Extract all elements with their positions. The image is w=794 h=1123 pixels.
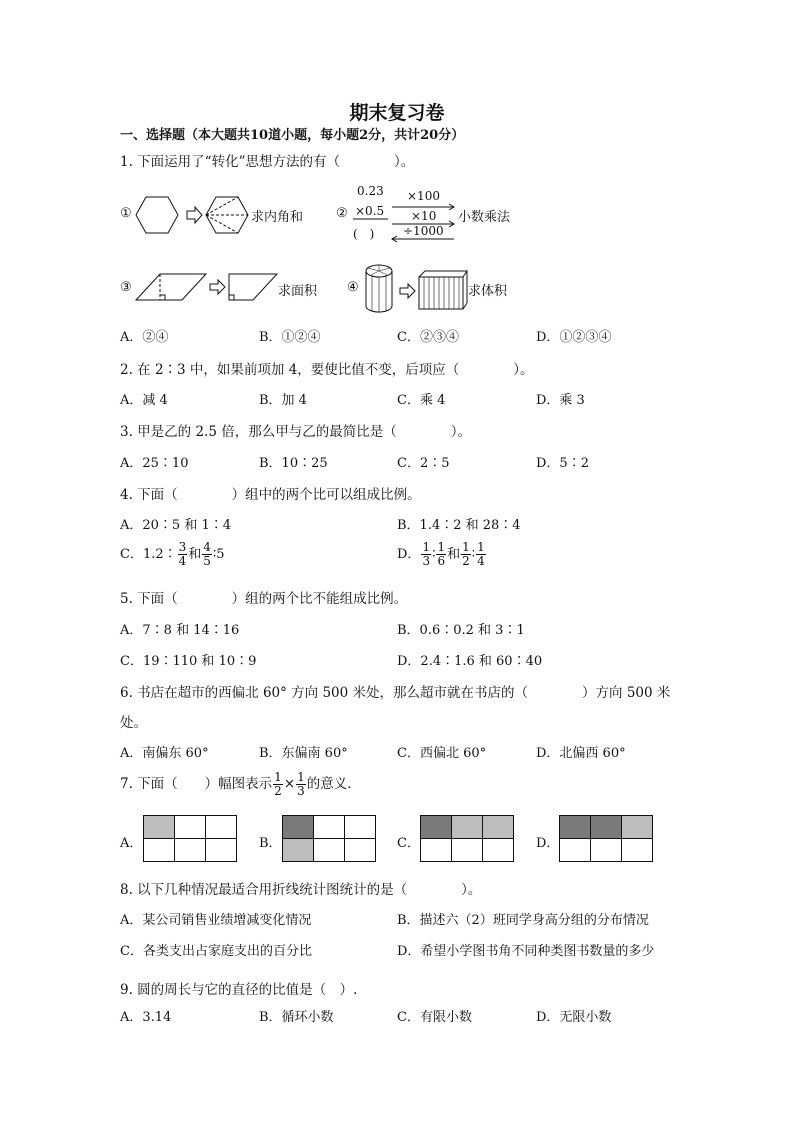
q2-option-a[interactable]: A．减 4 [120, 393, 168, 408]
q6-option-c[interactable]: C．西偏北 60° [397, 746, 487, 761]
q1-option-d[interactable]: D．①②③④ [536, 330, 612, 345]
q4-option-a[interactable]: A．20∶5 和 1∶4 [120, 518, 232, 533]
q1-figure-4-cylinders [364, 263, 468, 313]
q2-option-b[interactable]: B．加 4 [259, 393, 307, 408]
q1-option-c[interactable]: C．②③④ [397, 330, 459, 345]
q9-option-d[interactable]: D．无限小数 [536, 1010, 612, 1025]
question-2-stem: 2. 在 2∶3 中，如果前项加 4，要使比值不变，后项应（ ）。 [120, 362, 534, 378]
question-1-stem: 1. 下面运用了“转化”思想方法的有（ ）。 [120, 154, 415, 170]
q5-option-c[interactable]: C．19∶110 和 10∶9 [120, 654, 257, 669]
q3-option-d[interactable]: D．5∶2 [536, 456, 589, 471]
q7-stem-prefix: 7. 下面（ ）幅图表示 [120, 776, 273, 792]
q4-option-c-suffix: ∶5 [212, 547, 225, 562]
q1-figure-3-label: ③ [120, 280, 132, 295]
q4-option-d-colon-2: ∶ [471, 547, 476, 562]
q3-option-a[interactable]: A．25∶10 [120, 456, 189, 471]
q7-option-c-grid[interactable] [420, 815, 514, 862]
q1-figure-4-text: 求体积 [468, 284, 508, 299]
q7-option-a[interactable]: A． [120, 836, 143, 851]
q1-option-a[interactable]: A．②④ [120, 330, 169, 345]
q8-option-d[interactable]: D．希望小学图书角不同种类图书数量的多少 [397, 944, 655, 959]
q1-figure-2-blank: ( ) [353, 227, 375, 241]
q1-figure-2-multiplier: ×0.5 [355, 204, 385, 218]
question-9-stem: 9. 圆的周长与它的直径的比值是（ ）. [120, 982, 358, 998]
q7-option-d[interactable]: D． [536, 836, 560, 851]
q4-option-c-prefix: C．1.2∶ [120, 547, 177, 562]
q7-stem-suffix: 的意义． [306, 776, 361, 792]
question-4-stem: 4. 下面（ ）组中的两个比可以组成比例。 [120, 487, 421, 503]
q4-option-d-fraction-4: $\frac{1}{4}$ [477, 540, 485, 568]
q8-option-a[interactable]: A．某公司销售业绩增减变化情况 [120, 913, 312, 928]
q7-times: × [283, 776, 296, 792]
q6-option-a[interactable]: A．南偏东 60° [120, 746, 209, 761]
q1-option-b[interactable]: B．①②④ [259, 330, 321, 345]
q4-option-d-fraction-3: $\frac{1}{2}$ [462, 540, 470, 568]
section-heading: 一、选择题（本大题共10道小题，每小题2分，共计20分） [120, 128, 465, 143]
q1-figure-1-label: ① [120, 206, 132, 221]
q9-option-b[interactable]: B．循环小数 [259, 1010, 334, 1025]
q4-option-c-and: 和 [188, 547, 202, 562]
question-3-stem: 3. 甲是乙的 2.5 倍，那么甲与乙的最简比是（ ）。 [120, 424, 471, 440]
q7-fraction-1: $\frac{1}{2}$ [274, 770, 282, 798]
q4-option-d-colon-1: ∶ [432, 547, 436, 562]
q7-option-d-grid[interactable] [559, 815, 653, 862]
q4-option-d-fraction-1: $\frac{1}{3}$ [422, 540, 431, 568]
q8-option-b[interactable]: B．描述六（2）班同学身高分组的分布情况 [397, 913, 649, 928]
question-5-stem: 5. 下面（ ）组的两个比不能组成比例。 [120, 591, 408, 607]
question-6-stem-line-2: 处。 [120, 715, 147, 731]
question-8-stem: 8. 以下几种情况最适合用折线统计图统计的是（ ）。 [120, 882, 482, 898]
q4-option-d-and: 和 [447, 547, 461, 562]
q5-option-a[interactable]: A．7∶8 和 14∶16 [120, 623, 240, 638]
q3-option-c[interactable]: C．2∶5 [397, 456, 450, 471]
q7-option-c[interactable]: C． [397, 836, 420, 851]
q4-option-d[interactable] [397, 541, 487, 568]
question-7-stem [120, 770, 361, 798]
q2-option-c[interactable]: C．乘 4 [397, 393, 446, 408]
q1-figure-2-arrow-2: ×10 [411, 209, 437, 223]
q9-option-a[interactable]: A．3.14 [120, 1010, 172, 1025]
q4-option-c-fraction-1: $\frac{3}{4}$ [178, 540, 187, 568]
q5-option-b[interactable]: B．0.6∶0.2 和 3∶1 [397, 623, 525, 638]
q6-option-b[interactable]: B．东偏南 60° [259, 746, 348, 761]
page-title: 期末复习卷 [349, 102, 445, 124]
q9-option-c[interactable]: C．有限小数 [397, 1010, 472, 1025]
q4-option-c-fraction-2: $\frac{4}{5}$ [203, 540, 211, 568]
q1-figure-2-label: ② [336, 206, 348, 221]
q4-option-d-prefix: D． [397, 547, 421, 562]
q8-option-c[interactable]: C．各类支出占家庭支出的百分比 [120, 944, 312, 959]
q5-option-d[interactable]: D．2.4∶1.6 和 60∶40 [397, 654, 543, 669]
question-6-stem-line-1: 6. 书店在超市的西偏北 60° 方向 500 米处，那么超市就在书店的（ ）方向 500 米 [120, 685, 671, 701]
q1-figure-1-text: 求内角和 [251, 210, 304, 225]
q7-fraction-2: $\frac{1}{3}$ [297, 770, 305, 798]
q7-option-b[interactable]: B． [259, 836, 282, 851]
q1-figure-2-arrow-3: ÷1000 [403, 224, 444, 238]
q4-option-d-fraction-2: $\frac{1}{6}$ [437, 540, 446, 568]
q7-option-a-grid[interactable] [143, 815, 237, 862]
q1-figure-3-parallelograms [134, 272, 280, 304]
q7-option-b-grid[interactable] [282, 815, 376, 862]
q4-option-b[interactable]: B．1.4∶2 和 28∶4 [397, 518, 521, 533]
q3-option-b[interactable]: B．10∶25 [259, 456, 328, 471]
q1-figure-2-text: 小数乘法 [458, 210, 511, 225]
q6-option-d[interactable]: D．北偏西 60° [536, 746, 626, 761]
q1-figure-2-arrow-1: ×100 [407, 189, 440, 203]
q1-figure-2-top-number: 0.23 [357, 184, 384, 198]
q4-option-c[interactable] [120, 541, 225, 568]
q1-figure-4-label: ④ [347, 280, 359, 295]
q2-option-d[interactable]: D．乘 3 [536, 393, 585, 408]
q1-figure-3-text: 求面积 [278, 284, 318, 299]
